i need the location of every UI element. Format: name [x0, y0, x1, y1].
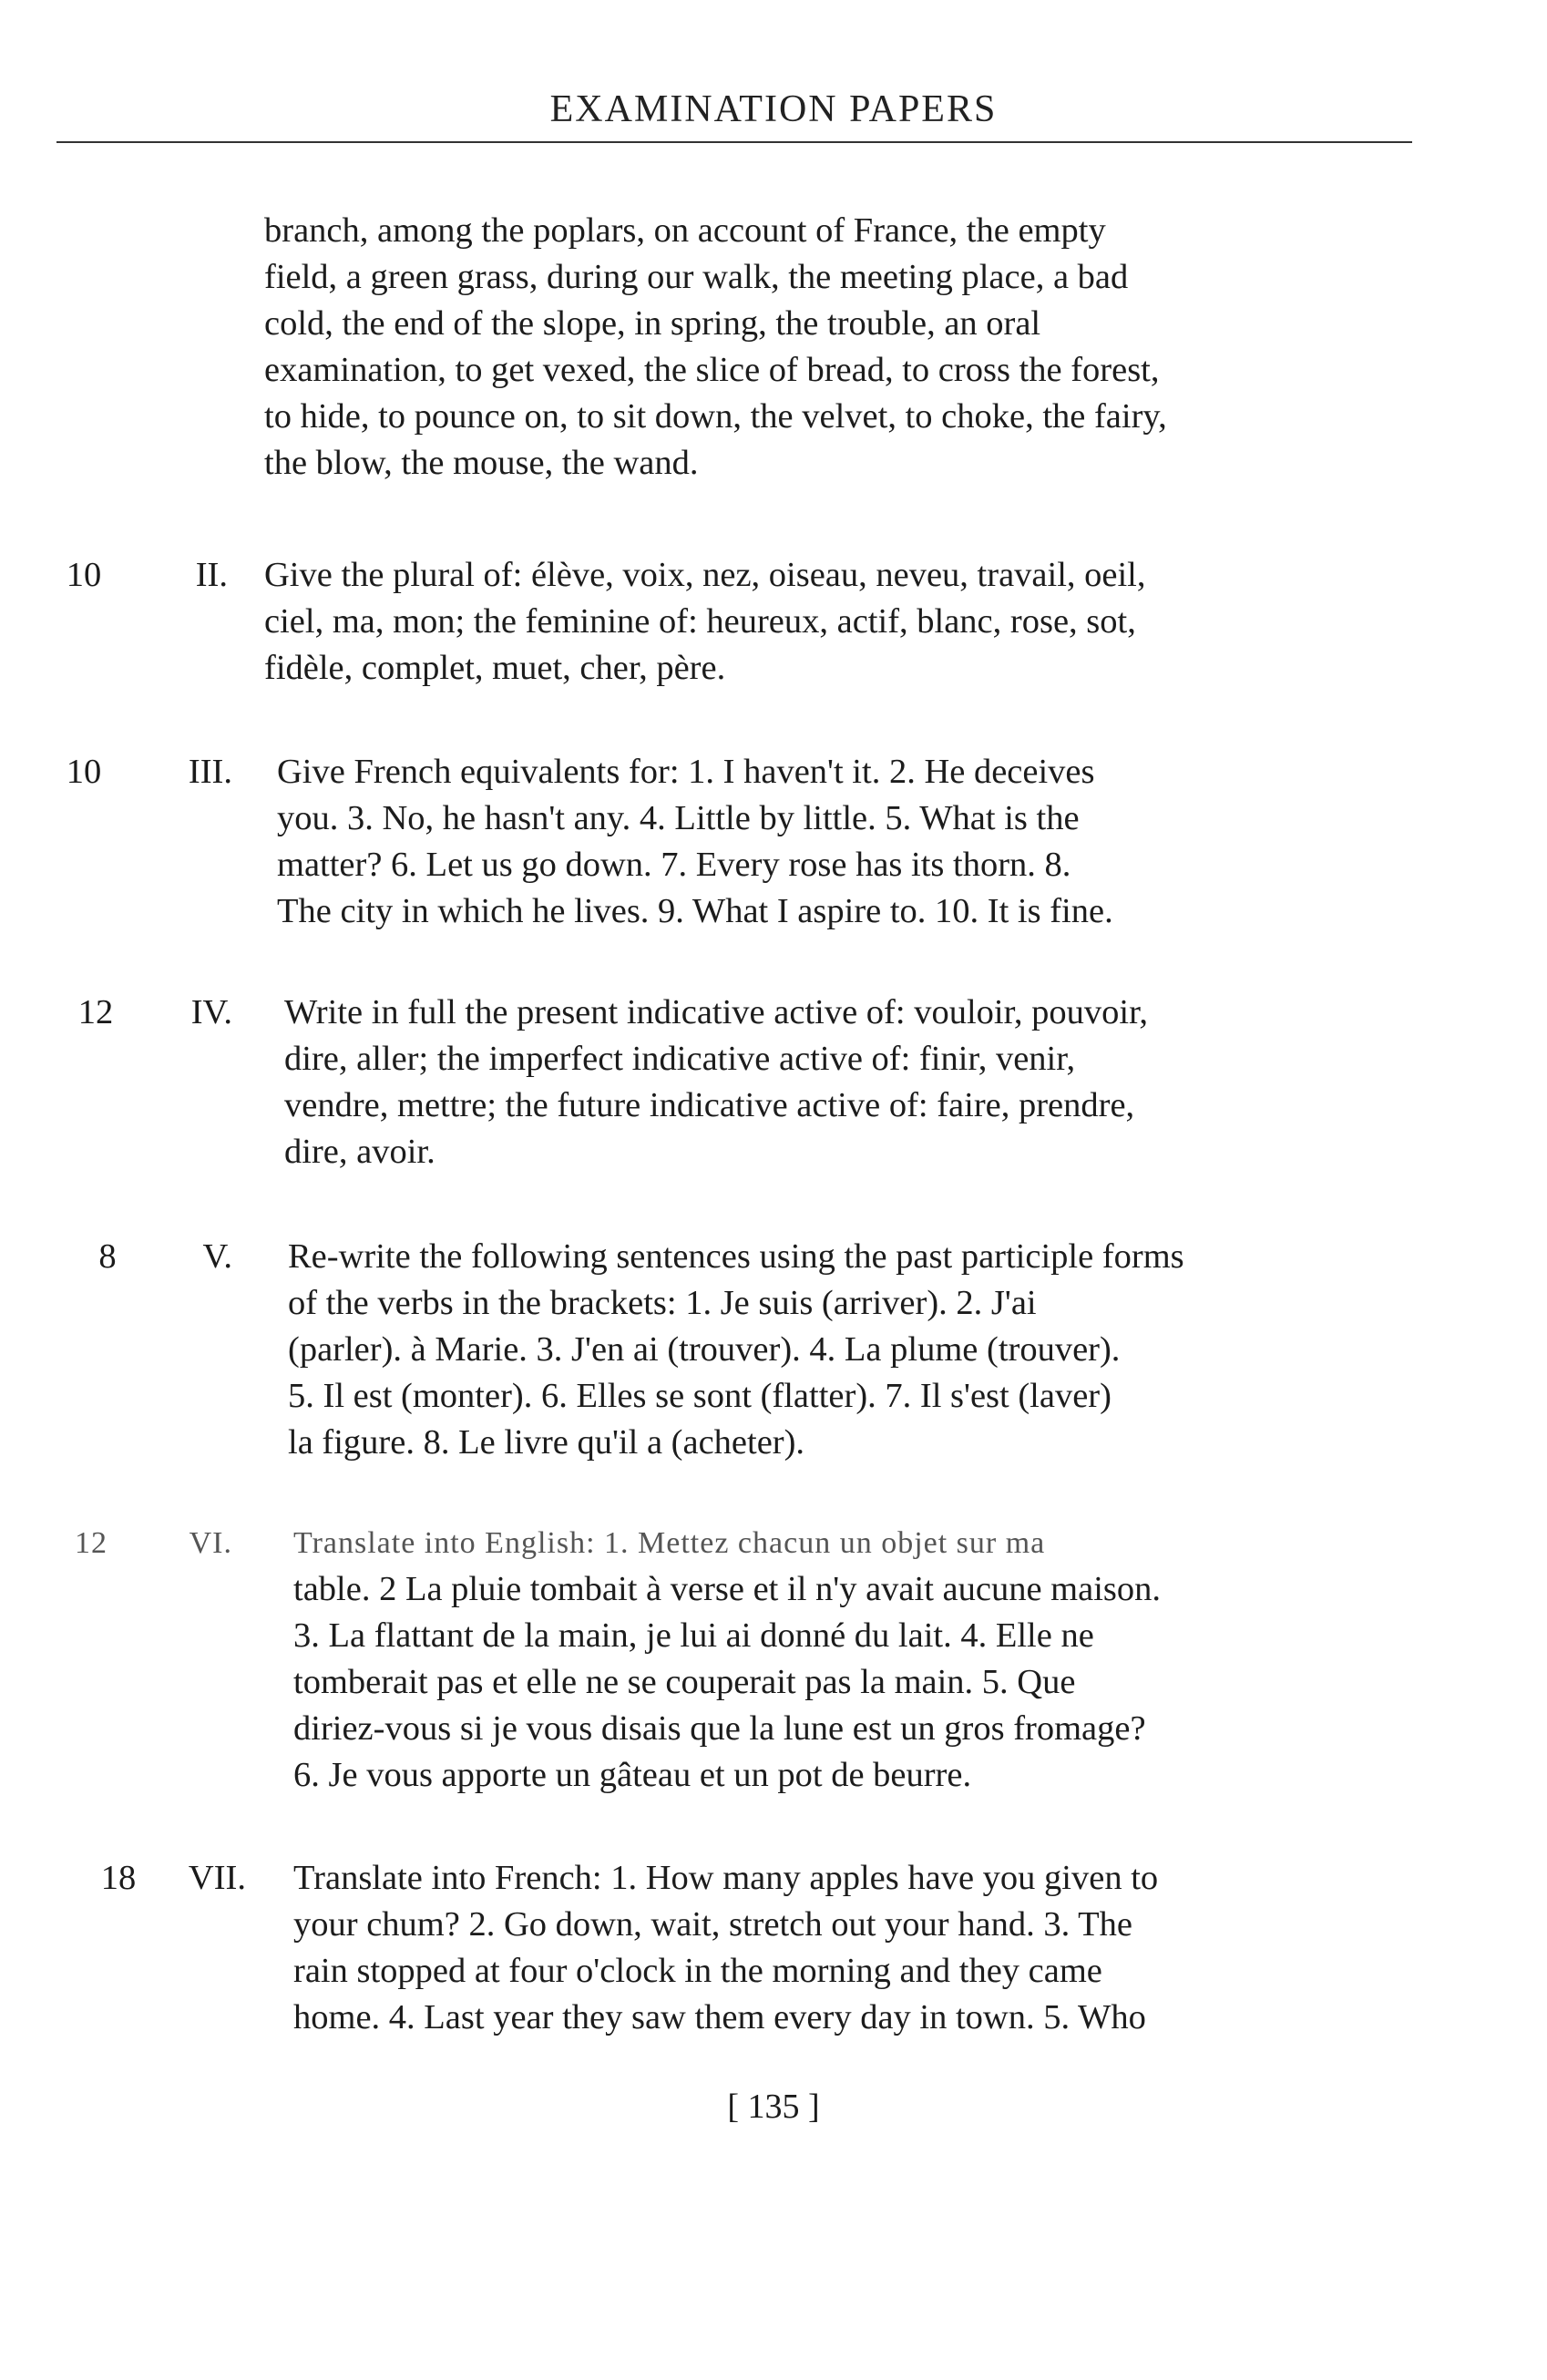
- question-marks: 12: [77, 993, 114, 1031]
- question-line: Re-write the following sentences using the past participle forms: [288, 1237, 1184, 1276]
- question-line: fidèle, complet, muet, cher, père.: [264, 649, 726, 687]
- question-number: IV.: [190, 993, 232, 1031]
- page-number: [ 135 ]: [727, 2088, 820, 2126]
- header-rule: [56, 141, 1412, 143]
- question-text: [284, 990, 1461, 1175]
- question-line: tomberait pas et elle ne se couperait pas la main. 5. Que: [293, 1663, 1076, 1701]
- question-line: you. 3. No, he hasn't any. 4. Little by little. 5. What is the: [277, 799, 1080, 837]
- question-marks: 18: [100, 1859, 137, 1897]
- question-line: 5. Il est (monter). 6. Elles se sont (flatter). 7. Il s'est (laver): [288, 1377, 1112, 1415]
- question-number: VII.: [188, 1859, 246, 1897]
- question-line: Give the plural of: élève, voix, nez, oiseau, neveu, travail, oeil,: [264, 556, 1146, 594]
- question-line: your chum? 2. Go down, wait, stretch out your hand. 3. The: [293, 1905, 1132, 1944]
- question-line: (parler). à Marie. 3. J'en ai (trouver). 4. La plume (trouver).: [288, 1330, 1121, 1369]
- question-line: ciel, ma, mon; the feminine of: heureux, actif, blanc, rose, sot,: [264, 602, 1136, 641]
- question-line: home. 4. Last year they saw them every day in town. 5. Who: [293, 1998, 1146, 2036]
- question-text: [293, 1855, 1469, 2041]
- intro-line: field, a green grass, during our walk, the meeting place, a bad: [264, 258, 1129, 296]
- question-line: rain stopped at four o'clock in the morning and they came: [293, 1952, 1102, 1990]
- intro-line: cold, the end of the slope, in spring, the trouble, an oral: [264, 304, 1041, 343]
- intro-line: branch, among the poplars, on account of France, the empty: [264, 211, 1106, 250]
- question-line: Give French equivalents for: 1. I haven't it. 2. He deceives: [277, 753, 1095, 791]
- question-line: diriez-vous si je vous disais que la lune est un gros fromage?: [293, 1709, 1146, 1748]
- intro-line: to hide, to pounce on, to sit down, the velvet, to choke, the fairy,: [264, 397, 1167, 436]
- question-text: [264, 552, 1456, 692]
- question-text: [288, 1234, 1463, 1466]
- question-marks: 10: [66, 753, 102, 791]
- question-number: V.: [202, 1237, 232, 1276]
- question-line: matter? 6. Let us go down. 7. Every rose has its thorn. 8.: [277, 846, 1071, 884]
- question-line: Translate into French: 1. How many apples have you given to: [293, 1859, 1159, 1897]
- question-line: dire, aller; the imperfect indicative active of: finir, venir,: [284, 1040, 1076, 1078]
- question-line: The city in which he lives. 9. What I aspire to. 10. It is fine.: [277, 892, 1113, 930]
- question-line: 3. La flattant de la main, je lui ai donné du lait. 4. Elle ne: [293, 1616, 1094, 1655]
- question-line: 6. Je vous apporte un gâteau et un pot de beurre.: [293, 1756, 972, 1794]
- running-header: EXAMINATION PAPERS: [549, 88, 998, 130]
- question-text: [293, 1520, 1465, 1799]
- question-line: dire, avoir.: [284, 1133, 435, 1171]
- question-line: table. 2 La pluie tombait à verse et il n'y avait aucune maison.: [293, 1570, 1162, 1608]
- question-number: III.: [188, 753, 232, 791]
- intro-line: the blow, the mouse, the wand.: [264, 444, 699, 482]
- question-number: VI.: [189, 1526, 232, 1560]
- intro-paragraph: [264, 208, 1456, 487]
- question-text: [277, 749, 1461, 935]
- question-line: Write in full the present indicative active of: vouloir, pouvoir,: [284, 993, 1148, 1031]
- question-line: Translate into English: 1. Mettez chacun un objet sur ma: [293, 1526, 1046, 1560]
- question-line: of the verbs in the brackets: 1. Je suis (arriver). 2. J'ai: [288, 1284, 1037, 1322]
- question-line: vendre, mettre; the future indicative active of: faire, prendre,: [284, 1086, 1135, 1124]
- intro-line: examination, to get vexed, the slice of bread, to cross the forest,: [264, 351, 1160, 389]
- question-line: la figure. 8. Le livre qu'il a (acheter).: [288, 1423, 805, 1462]
- question-marks: 12: [75, 1526, 108, 1560]
- question-marks: 10: [66, 556, 102, 594]
- question-marks: 8: [98, 1237, 117, 1276]
- question-number: II.: [195, 556, 228, 594]
